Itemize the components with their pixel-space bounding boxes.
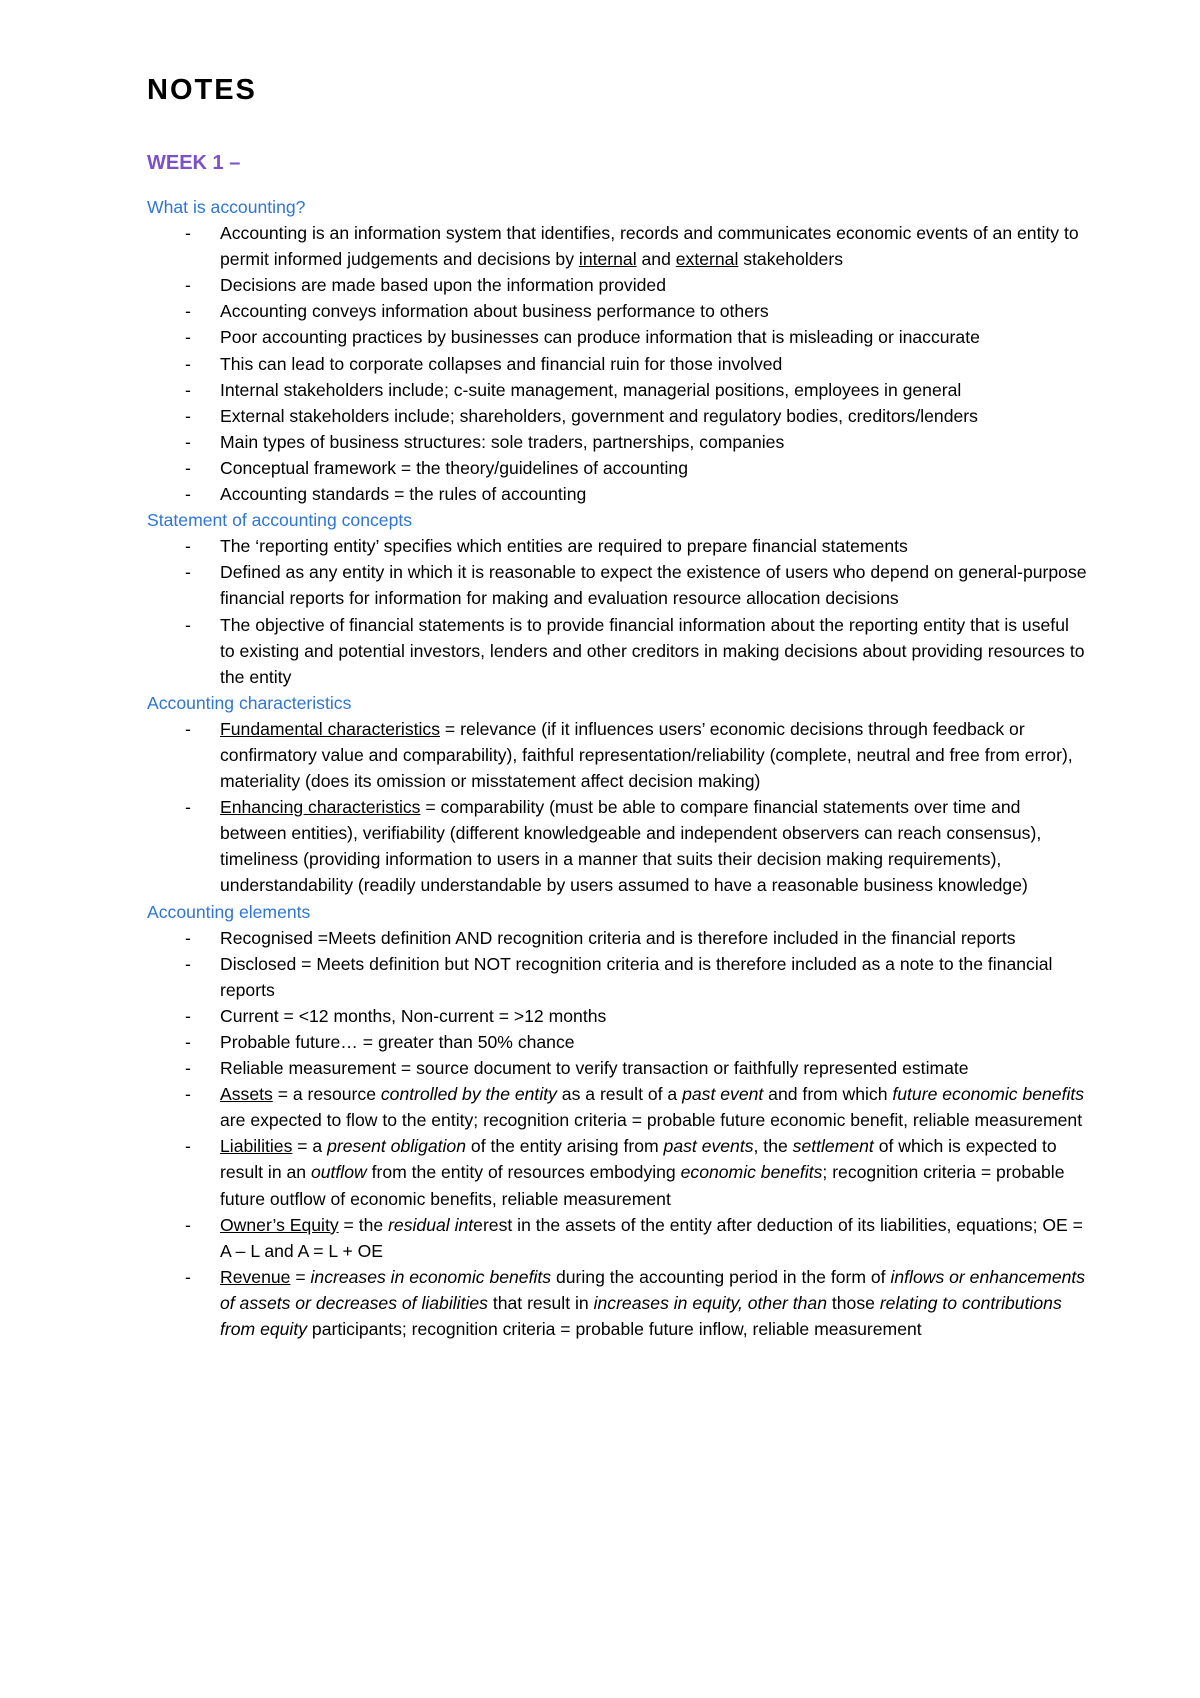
bullet-list [147,925,1087,1343]
list-item [185,377,1087,403]
text-run: = relevance (if it influences users’ economic decisions through feedback or confirmatory value and comparability), faithful representation/reliability (complete, neutral and free from error), materiality (does its omission or misstatement affect decision making) [220,718,1073,792]
list-item [185,298,1087,324]
text-run: Main types of business structures: sole traders, partnerships, companies [220,431,785,452]
text-run: = a [292,1136,328,1157]
italic-phrase: past events [663,1136,754,1157]
section-heading: Accounting characteristics [147,692,352,713]
bullet-dash: - [185,1214,191,1235]
text-run: Recognised =Meets definition AND recognition criteria and is therefore included in the financial reports [220,927,1016,948]
italic-phrase: past event [682,1084,764,1105]
text-run: The ‘reporting entity’ specifies which entities are required to prepare financial statements [220,536,908,557]
bullet-dash: - [185,1136,191,1157]
bullet-dash: - [185,379,191,400]
list-item [185,324,1087,350]
text-run: Accounting conveys information about business performance to others [220,301,769,322]
text-run: = the [338,1214,389,1235]
bullet-dash: - [185,301,191,322]
text-run: Accounting standards = the rules of accounting [220,484,587,505]
bullet-dash: - [185,614,191,635]
list-item [185,559,1087,611]
text-run: and [636,249,676,270]
text-run: Internal stakeholders include; c-suite management, managerial positions, employees in general [220,379,962,400]
italic-phrase: relating to contributions from equity [220,1292,1062,1340]
italic-phrase: economic benefits [680,1162,823,1183]
list-item [185,1029,1087,1055]
document-title: NOTES [147,74,257,106]
list-item [185,925,1087,951]
text-run: , the [753,1136,793,1157]
list-item [185,481,1087,507]
text-run: are expected to flow to the entity; recognition criteria = probable future economic benefit, reliable measurement [220,1110,1083,1131]
list-item [185,716,1087,794]
bullet-dash: - [185,1084,191,1105]
text-run: and from which [763,1084,893,1105]
bullet-dash: - [185,327,191,348]
list-item [185,1264,1087,1342]
text-run: = a resource [272,1084,381,1105]
text-run: those [827,1292,880,1313]
bullet-dash: - [185,562,191,583]
text-run: from the entity of resources embodying [366,1162,681,1183]
text-run: Accounting is an information system that identifies, records and communicates economic events of an entity to permit informed judgements and decisions by [220,223,1079,270]
italic-phrase: inflows or enhancements of assets or decreases of liabilities [220,1266,1086,1313]
italic-phrase: future economic benefits [892,1084,1085,1105]
bullet-dash: - [185,1032,191,1052]
text-run: erest in the assets of the entity after deduction of its liabilities, equations; OE = A – L and A = L + OE [220,1214,1083,1261]
list-item [185,351,1087,377]
bullet-dash: - [185,275,191,296]
underlined-term: Owner’s Equity [220,1214,339,1235]
text-run: Current = <12 months, Non-current = >12 months [220,1005,607,1026]
section-heading: Accounting elements [147,901,311,922]
italic-phrase: settlement [792,1136,874,1157]
bullet-list [147,533,1087,690]
underlined-term: Revenue [220,1266,291,1287]
text-run: of the entity arising from [466,1136,664,1157]
list-item [185,1003,1087,1029]
text-run: Disclosed = Meets definition but NOT recognition criteria and is therefore included as a note to the financial reports [220,953,1053,1000]
bullet-dash: - [185,1005,191,1026]
list-item [185,429,1087,455]
list-item [185,1081,1087,1133]
italic-phrase: present obligation [327,1136,467,1157]
bullet-dash: - [185,953,191,974]
list-item [185,1212,1087,1264]
bullet-dash: - [185,484,191,505]
list-item [185,951,1087,1003]
italic-phrase: outflow [310,1162,367,1183]
underlined-term: Enhancing characteristics [220,797,421,818]
text-run: External stakeholders include; shareholders, government and regulatory bodies, creditors/lenders [220,405,978,426]
underlined-term: Liabilities [220,1136,293,1157]
bullet-dash: - [185,1058,191,1079]
italic-phrase: controlled by the entity [380,1084,557,1105]
text-run: that result in [487,1292,594,1313]
text-run: Probable future… = greater than 50% chance [220,1032,575,1052]
text-run: = [290,1266,311,1287]
italic-phrase: increases in economic benefits [310,1266,552,1287]
text-run: stakeholders [738,249,844,270]
bullet-dash: - [185,405,191,426]
underlined-term: Assets [220,1084,273,1105]
text-run: Reliable measurement = source document to verify transaction or faithfully represented estimate [220,1058,969,1079]
text-run: as a result of a [556,1084,683,1105]
text-run: Defined as any entity in which it is reasonable to expect the existence of users who depend on general-purpose financial reports for information for making and evaluation resource allocation decisions [220,562,1087,609]
bullet-dash: - [185,718,191,739]
section-heading: What is accounting? [147,197,306,217]
list-item [185,1133,1087,1211]
bullet-list [147,716,1087,899]
text-run: Conceptual framework = the theory/guidelines of accounting [220,457,688,478]
bullet-dash: - [185,353,191,374]
text-run: ; recognition criteria = probable future outflow of economic benefits, reliable measurement [220,1162,1065,1209]
text-run: Poor accounting practices by businesses can produce information that is misleading or inaccurate [220,327,980,348]
italic-phrase: increases in equity, other than [593,1292,827,1313]
bullet-dash: - [185,1266,191,1287]
text-run: participants; recognition criteria = probable future inflow, reliable measurement [307,1319,922,1340]
bullet-dash: - [185,927,191,948]
text-run: during the accounting period in the form of [551,1266,891,1287]
bullet-dash: - [185,457,191,478]
underlined-term: Fundamental characteristics [220,718,441,739]
list-item [185,1055,1087,1081]
list-item [185,220,1087,272]
underlined-term: external [675,249,739,270]
section-heading: Statement of accounting concepts [147,510,413,531]
bullet-dash: - [185,223,191,244]
list-item [185,612,1087,690]
bullet-list [147,220,1087,507]
bullet-dash: - [185,797,191,818]
week-heading: WEEK 1 – [147,152,241,174]
list-item [185,403,1087,429]
italic-phrase: residual int [388,1214,474,1235]
text-run: The objective of financial statements is to provide financial information about the reporting entity that is useful to existing and potential investors, lenders and other creditors in making decisions about providing resources to the entity [220,614,1085,687]
underlined-term: internal [578,249,637,270]
text-run: This can lead to corporate collapses and financial ruin for those involved [220,353,783,374]
bullet-dash: - [185,431,191,452]
text-run: of which is expected to result in an [220,1136,1057,1183]
text-run: = comparability (must be able to compare financial statements over time and between entities), verifiability (different knowledgeable and independent observers can reach consensus), timeliness (providing information to users in a manner that suits their decision making requirements), understandability (readily understandable by users assumed to have a reasonable business knowledge) [220,797,1042,896]
list-item [185,272,1087,298]
bullet-dash: - [185,536,191,557]
text-run: Decisions are made based upon the information provided [220,275,666,296]
list-item [185,794,1087,898]
notes-body [147,194,1087,1342]
list-item [185,455,1087,481]
list-item [185,533,1087,559]
